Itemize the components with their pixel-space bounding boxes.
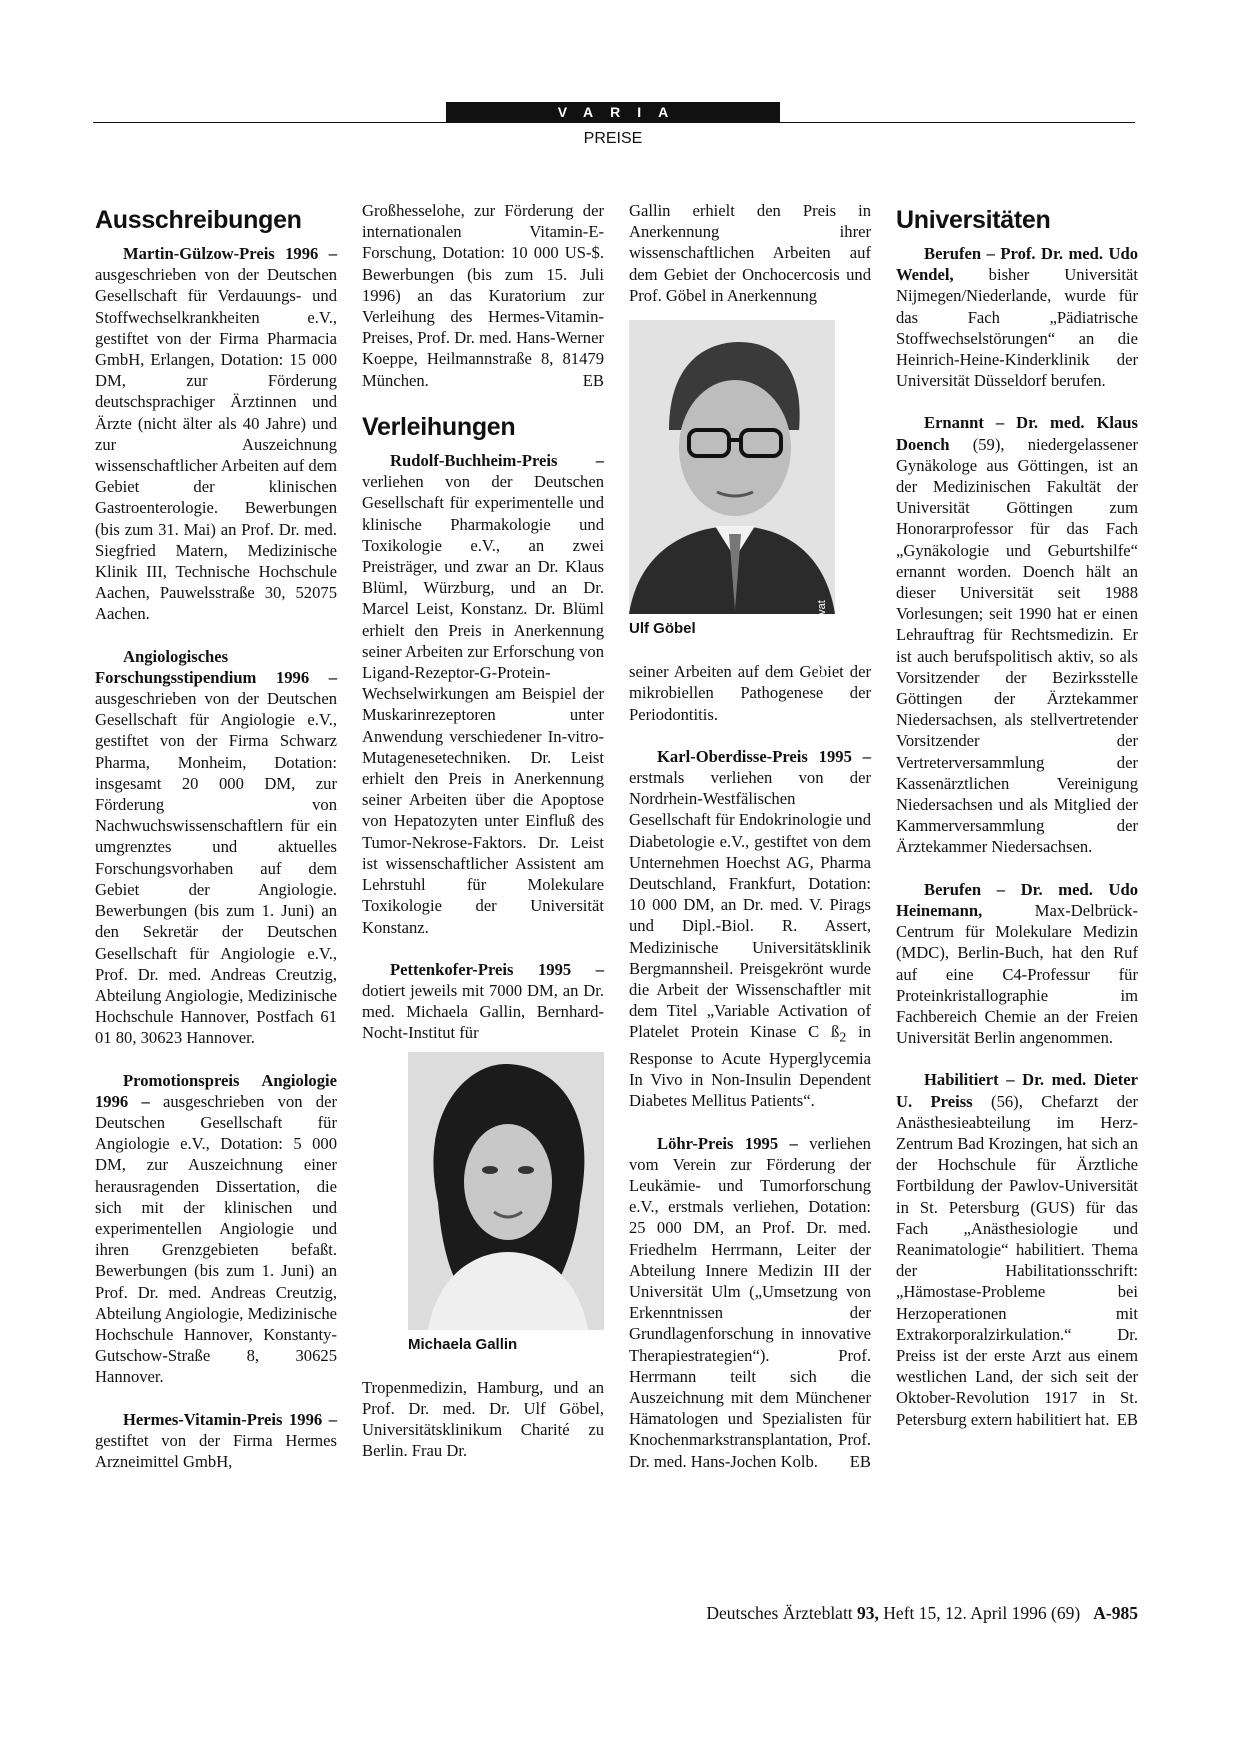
article-text: verliehen von der Deutschen Gesellschaft für experimentelle und klinische Pharmakologie und Toxikologie e.V., an zwei Preisträger, und zwar an Dr. Klaus Blüml, Würzburg, und an Dr. Marcel Leist, Konstanz. Dr. Blüml erhielt den Preis in Anerkennung seiner Arbeiten zur Erforschung von Ligand-Rezeptor-G-Protein-Wechselwirkungen am Beispiel der Muskarinrezeptoren unter Anwendung verschiedener In-vitro-Mutagenesetechniken. Dr. Leist erhielt den Preis in Anerkennung seiner Arbeiten über die Apoptose von Hepatozyten unter Einfluß des Tumor-Nekrose-Faktors. Dr. Leist ist wissenschaftlicher Assistent am Lehrstuhl für Molekulare Toxikologie der Universität Konstanz. — [362, 472, 604, 937]
article-text: bisher Universität Nijmegen/Niederlande, wurde für das Fach „Pädiatrische Stoffwechselstörungen“ an die Heinrich-Heine-Kinderklinik der Universität Düsseldorf berufen. — [896, 265, 1138, 391]
article-lead: Martin-Gülzow-Preis 1996 – — [123, 244, 337, 263]
author-sign: EB — [1116, 1409, 1138, 1429]
heading-verleihungen: Verleihungen — [362, 413, 516, 442]
article-text: verliehen vom Verein zur Förderung der Leukämie- und Tumorforschung e.V., erstmals verliehen, Dotation: 25 000 DM, an Prof. Dr. med. Friedhelm Herrmann, Leiter der Abteilung Innere Medizin III der Universität Ulm („Umsetzung von Erkenntnissen der Grundlagenforschung in innovative Therapiestrategien“). Prof. Herrmann teilt sich die Auszeichnung mit dem Münchener Hämatologen und Spezialisten für Knochenmarkstransplantation, Prof. Dr. med. Hans-Jochen Kolb. — [629, 1133, 871, 1471]
page-footer — [560, 1603, 1138, 1624]
article-loehr — [629, 1133, 871, 1472]
heading-ausschreibungen: Ausschreibungen — [95, 206, 302, 234]
article-text: Großhesselohe, zur Förderung der internationalen Vitamin-E-Forschung, Dotation: 10 000 US-$. Bewerbungen (bis zum 15. Juli 1996) an das Kuratorium zur Verleihung des Hermes-Vitamin-Preises, Prof. Dr. med. Hans-Werner Koeppe, Heilmannstraße 8, 81479 München. — [362, 201, 604, 390]
article-lead: Hermes-Vitamin-Preis 1996 – — [123, 1409, 337, 1429]
article-pettenkofer-continued — [362, 1377, 604, 1462]
photo-credit: Fotos (2): privat — [815, 600, 828, 678]
column-2 — [362, 200, 604, 1483]
article-pettenkofer-continued-2 — [629, 200, 871, 306]
article-rudolf-buchheim — [362, 450, 604, 938]
article-lead: Karl-Oberdisse-Preis 1995 – — [657, 746, 871, 766]
header-rule — [93, 122, 1135, 123]
article-text: (59), niedergelassener Gynäkologe aus Göttingen, ist an der Medizinischen Fakultät der Universität Göttingen zum Honorarprofessor für das Fach „Gynäkologie und Geburtshilfe“ ernannt worden. Doench hält an dieser Universität seit 1988 Vorlesungen; seit 1990 hat er einen Lehrauftrag für Rechtsmedizin. Er ist auch berufspolitisch aktiv, so als Vorsitzender der Bezirksstelle Göttingen der Ärztekammer Niedersachsen, als stellvertretender Vorsitzender der Vertreterversammlung der Kassenärztlichen Vereinigung Niedersachsen und als Mitglied der Kammerversammlung der Ärztekammer Niedersachsen. — [896, 434, 1138, 857]
column-3 — [629, 200, 871, 1493]
photo-michaela-gallin — [408, 1052, 604, 1330]
article-hermes-vitamin — [95, 1409, 337, 1473]
page-number: A-985 — [1093, 1603, 1138, 1623]
article-lead: Promotionspreis Angiologie 1996 – — [95, 1070, 337, 1111]
article-martin-guelzow — [95, 243, 337, 625]
article-lead: Pettenkofer-Preis 1995 – — [390, 959, 604, 979]
author-sign: EB — [582, 370, 604, 390]
column-1 — [95, 205, 337, 1493]
article-text: seiner Arbeiten auf dem Gebiet der mikrobiellen Pathogenese der Periodontitis. — [629, 662, 871, 724]
section-label: VARIA — [446, 102, 780, 123]
photo-caption: Michaela Gallin — [408, 1335, 518, 1353]
portrait-man-image — [629, 320, 835, 614]
article-text: (56), Chefarzt der Anästhesieabteilung im Herz-Zentrum Bad Krozingen, hat sich an der Hochschule für Ärztliche Fortbildung der Pawlov-Universität in St. Petersburg (GUS) für das Fach „Anästhesiologie und Reanimatologie“ habilitiert. Thema der Habilitationsschrift: „Hämostase-Probleme bei Herzoperationen mit Extrakorporalzirkulation.“ Dr. Preiss ist der erste Arzt aus einem westlichen Land, der sich seit der Oktober-Revolution 1917 in St. Petersburg extern habilitiert hat. — [896, 1091, 1138, 1429]
article-text: ausgeschrieben von der Deutschen Gesellschaft für Verdauungs- und Stoffwechselkrankheiten e.V., gestiftet von der Firma Pharmacia GmbH, Erlangen, Dotation: 15 000 DM, zur Förderung deutschsprachiger Ärztinnen und Ärzte (nicht älter als 40 Jahre) und zur Auszeichnung wissenschaftlicher Arbeiten auf dem Gebiet der klinischen Gastroenterologie. Bewerbungen (bis zum 31. Mai) an Prof. Dr. med. Siegfried Matern, Medizinische Klinik III, Technische Hochschule Aachen, Pauwelsstraße 30, 52075 Aachen. — [95, 265, 337, 624]
article-lead: Angiologisches Forschungsstipendium 1996 – — [95, 646, 337, 687]
article-lead: Löhr-Preis 1995 – — [657, 1133, 798, 1153]
article-text: in Response to Acute Hyperglycemia In Vivo in Non-Insulin Dependent Diabetes Mellitus Patients“. — [629, 1022, 871, 1111]
subsection-label: PREISE — [583, 130, 643, 147]
article-text: Gallin erhielt den Preis in Anerkennung ihrer wissenschaftlichen Arbeiten auf dem Gebiet der Onchocercosis und Prof. Göbel in Anerkennung — [629, 201, 871, 305]
article-text: ausgeschrieben von der Deutschen Gesellschaft für Angiologie e.V., gestiftet von der Firma Schwarz Pharma, Monheim, Dotation: insgesamt 20 000 DM, zur Förderung von Nachwuchswissenschaftlern für ein umgrenztes und aktuelles Forschungsvorhaben auf dem Gebiet der Angiologie. Bewerbungen (bis zum 1. Juni) an den Sekretär der Deutschen Gesellschaft für Angiologie e.V., Prof. Dr. med. Andreas Creutzig, Abteilung Angiologie, Medizinische Hochschule Hannover, Postfach 61 01 80, 30623 Hannover. — [95, 689, 337, 1048]
article-lead: Rudolf-Buchheim-Preis – — [390, 451, 604, 471]
article-preiss — [896, 1069, 1138, 1430]
article-lead: Habilitiert – Dr. med. Dieter U. Preiss — [896, 1070, 1138, 1111]
article-wendel — [896, 243, 1138, 391]
article-goebel-continued — [629, 661, 871, 725]
article-text: dotiert jeweils mit 7000 DM, an Dr. med. Michaela Gallin, Bernhard-Nocht-Institut für — [362, 980, 604, 1043]
article-hermes-continued — [362, 200, 604, 391]
issue-info: Heft 15, 12. April 1996 (69) — [883, 1603, 1081, 1623]
article-angiologisches-stipendium — [95, 646, 337, 1049]
article-text: erstmals verliehen von der Nordrhein-Westfälischen Gesellschaft für Endokrinologie und Diabetologie e.V., gestiftet von dem Unternehmen Hoechst AG, Pharma Deutschland, Frankfurt, Dotation: 10 000 DM, an Dr. med. V. Pirags und Dipl.-Biol. R. Assert, Medizinische Universitätsklinik Bergmannsheil. Preisgekrönt wurde die Arbeit der Wissenschaftler mit dem Titel „Variable Activation of Platelet Protein Kinase C ß — [629, 768, 871, 1042]
article-lead: Berufen – Prof. Dr. med. Udo Wendel, — [896, 244, 1138, 285]
photo-caption: Ulf Göbel — [629, 620, 696, 638]
article-text: Max-Delbrück-Centrum für Molekulare Medizin (MDC), Berlin-Buch, hat den Ruf auf eine C4-Professur für Proteinkristallographie im Fachbereich Chemie an der Freien Universität Berlin angenommen. — [896, 900, 1138, 1048]
article-text: gestiftet von der Firma Hermes Arzneimittel GmbH, — [95, 1430, 337, 1471]
article-lead: Ernannt – Dr. med. Klaus Doench — [896, 413, 1138, 454]
subscript: 2 — [839, 1029, 847, 1045]
heading-universitaeten: Universitäten — [896, 206, 1051, 234]
article-doench — [896, 412, 1138, 857]
article-promotionspreis — [95, 1070, 337, 1388]
column-4 — [896, 205, 1138, 1451]
article-text: ausgeschrieben von der Deutschen Gesellschaft für Angiologie e.V., Dotation: 5 000 DM, zur Auszeichnung einer herausragenden Dissertation, die sich mit der klinischen und experimentellen Angiologie und ihren Grenzgebieten befaßt. Bewerbungen (bis zum 1. Juni) an Prof. Dr. med. Andreas Creutzig, Abteilung Angiologie, Medizinische Hochschule Hannover, Konstanty-Gutschow-Straße 8, 30625 Hannover. — [95, 1091, 337, 1387]
article-heinemann — [896, 879, 1138, 1049]
article-pettenkofer — [362, 959, 604, 1044]
article-lead: Berufen – Dr. med. Udo Heinemann, — [896, 879, 1138, 920]
portrait-woman-image — [408, 1052, 604, 1330]
article-text: Tropenmedizin, Hamburg, und an Prof. Dr. med. Dr. Ulf Göbel, Universitätsklinikum Charité zu Berlin. Frau Dr. — [362, 1377, 604, 1461]
journal-volume: 93, — [857, 1603, 879, 1623]
author-sign: EB — [849, 1451, 871, 1471]
journal-name: Deutsches Ärzteblatt — [706, 1603, 853, 1623]
article-karl-oberdisse — [629, 746, 871, 1112]
